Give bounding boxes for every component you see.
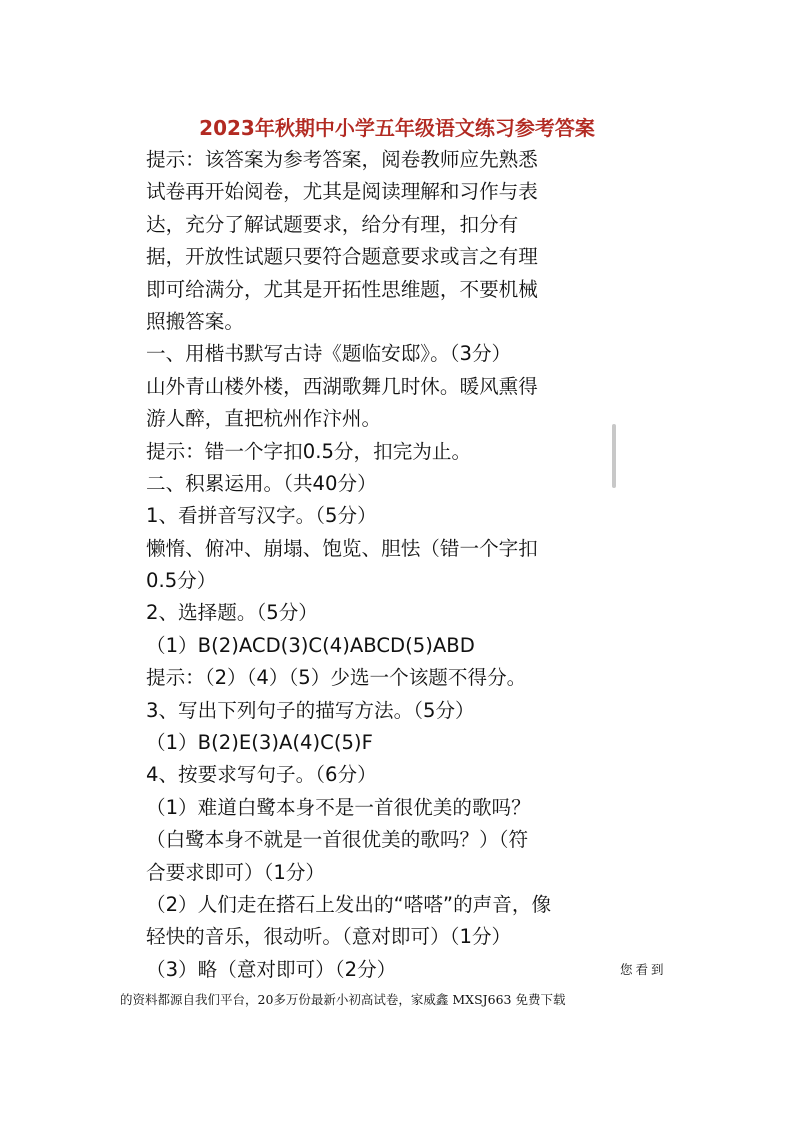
body-line: （1）B(2)ACD(3)C(4)ABCD(5)ABD [146,633,475,657]
section-heading: 一、用楷书默写古诗《题临安邸》。（3分） [146,342,512,366]
body-line: 达，充分了解试题要求，给分有理，扣分有 [146,212,519,236]
page-title: 2023年秋期中小学五年级语文练习参考答案 [199,116,595,140]
question-heading: 1、看拼音写汉字。（5分） [146,504,377,528]
body-line: 据，开放性试题只要符合题意要求或言之有理 [146,245,538,269]
body-line: 懒惰、俯冲、崩塌、饱览、胆怯（错一个字扣 [146,536,538,560]
body-line: （3）略（意对即可）（2分） [146,957,397,981]
question-heading: 3、写出下列句子的描写方法。（5分） [146,698,475,722]
body-line: 提示：该答案为参考答案，阅卷教师应先熟悉 [146,148,538,171]
answer-body [146,144,601,986]
question-heading: 2、选择题。（5分） [146,601,318,625]
body-line: （白鹭本身不就是一首很优美的歌吗？）（符 [146,828,529,852]
body-line: 提示：错一个字扣0.5分，扣完为止。 [146,439,472,463]
footer-note-right: 您看到 [620,962,667,977]
body-line: 试卷再开始阅卷，尤其是阅读理解和习作与表 [146,180,538,204]
body-line: 山外青山楼外楼，西湖歌舞几时休。暖风熏得 [146,374,538,398]
body-line: （2）人们走在搭石上发出的“嗒嗒”的声音，像 [146,892,552,916]
body-line: 照搬答案。 [146,309,244,333]
body-line: （1）B(2)E(3)A(4)C(5)F [146,731,373,755]
body-line: （1）难道白鹭本身不是一首很优美的歌吗？ [146,795,531,819]
body-line: 轻快的音乐，很动听。（意对即可）（1分） [146,925,512,949]
body-line: 0.5分） [146,569,217,593]
footer-note: 的资料都源自我们平台，20多万份最新小初高试卷，家威鑫 MXSJ663 免费下载 [120,992,566,1007]
body-line: 游人醉，直把杭州作汴州。 [146,407,382,431]
body-line: 即可给满分，尤其是开拓性思维题，不要机械 [146,277,538,301]
body-line: 提示：（2）（4）（5）少选一个该题不得分。 [146,666,527,690]
body-line: 合要求即可）（1分） [146,860,326,884]
section-heading: 二、积累运用。（共40分） [146,471,377,495]
scrollbar-thumb[interactable] [612,424,616,488]
question-heading: 4、按要求写句子。（6分） [146,763,377,787]
